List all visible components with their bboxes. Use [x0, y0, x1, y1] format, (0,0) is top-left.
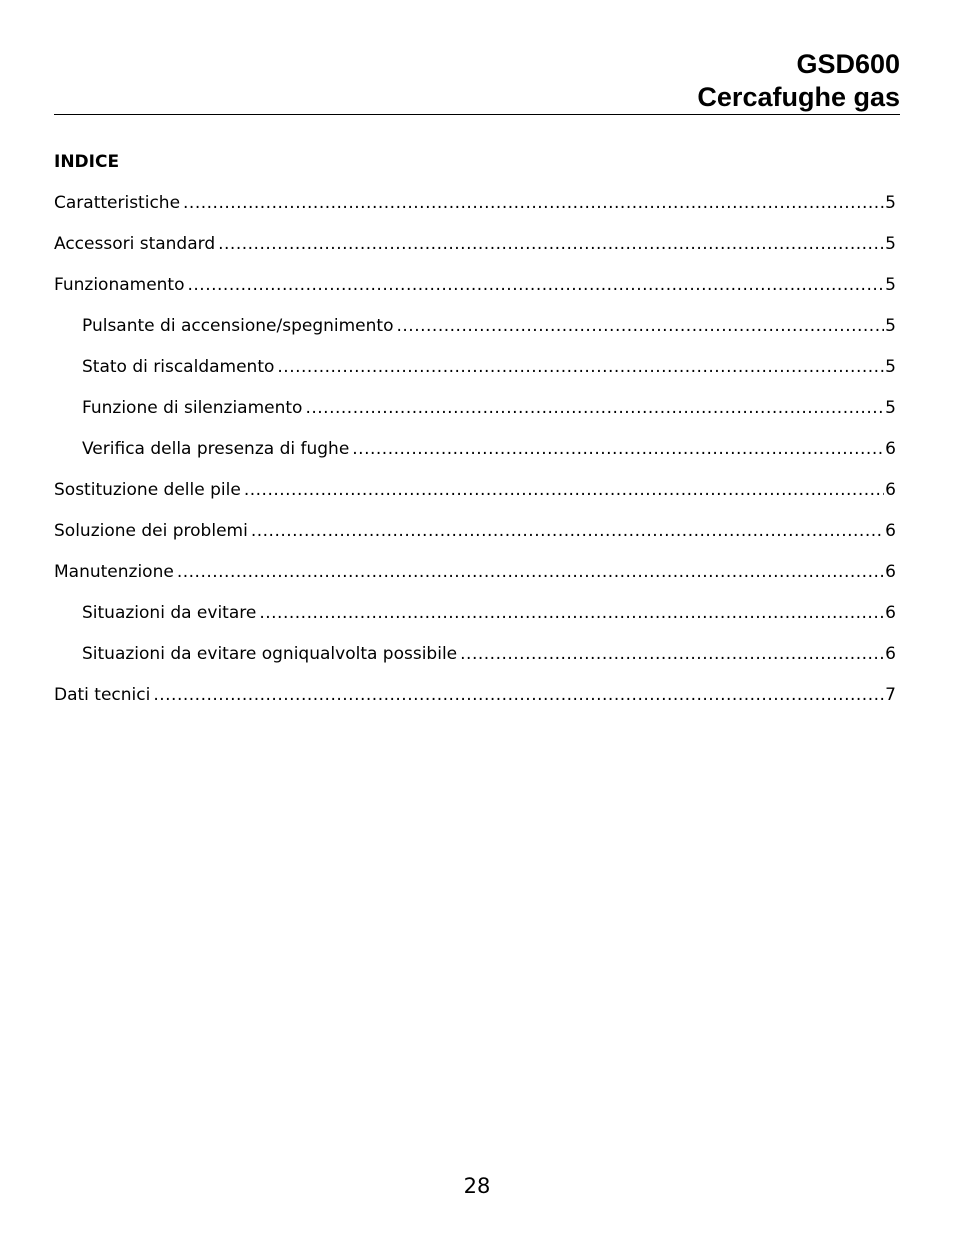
toc-entry-label: Verifica della presenza di fughe — [82, 439, 350, 459]
toc-entry-page: 6 — [885, 603, 896, 623]
model-title: GSD600 — [796, 49, 900, 79]
dot-leader — [188, 274, 885, 296]
toc-entry-soluzione-problemi[interactable] — [54, 520, 896, 561]
toc-entry-page: 7 — [885, 685, 896, 705]
table-of-contents — [54, 192, 896, 725]
toc-entry-label: Dati tecnici — [54, 685, 151, 705]
dot-leader — [251, 520, 884, 542]
dot-leader — [183, 192, 884, 214]
toc-entry-funzione-silenziamento[interactable] — [54, 397, 896, 438]
toc-entry-funzionamento[interactable] — [54, 274, 896, 315]
dot-leader — [218, 233, 884, 255]
header-divider — [54, 114, 900, 115]
toc-entry-label: Accessori standard — [54, 234, 216, 254]
dot-leader — [352, 438, 884, 460]
toc-entry-page: 6 — [885, 480, 896, 500]
toc-entry-manutenzione[interactable] — [54, 561, 896, 602]
toc-entry-situazioni-da-evitare[interactable] — [54, 602, 896, 643]
toc-entry-dati-tecnici[interactable] — [54, 684, 896, 725]
toc-entry-page: 5 — [885, 398, 896, 418]
dot-leader — [305, 397, 884, 419]
toc-entry-page: 5 — [885, 357, 896, 377]
toc-entry-situazioni-ogniqualvolta[interactable] — [54, 643, 896, 684]
toc-entry-label: Soluzione dei problemi — [54, 521, 248, 541]
toc-entry-page: 6 — [885, 562, 896, 582]
toc-entry-label: Caratteristiche — [54, 193, 181, 213]
toc-entry-page: 6 — [885, 439, 896, 459]
page-number: 28 — [463, 1174, 491, 1198]
toc-entry-label: Stato di riscaldamento — [82, 357, 275, 377]
toc-entry-sostituzione-pile[interactable] — [54, 479, 896, 520]
dot-leader — [259, 602, 884, 624]
toc-entry-page: 5 — [885, 275, 896, 295]
toc-entry-page: 5 — [885, 234, 896, 254]
toc-entry-verifica-fughe[interactable] — [54, 438, 896, 479]
dot-leader — [277, 356, 884, 378]
toc-entry-label: Funzionamento — [54, 275, 185, 295]
toc-entry-label: Funzione di silenziamento — [82, 398, 303, 418]
dot-leader — [244, 479, 884, 501]
toc-entry-label: Pulsante di accensione/spegnimento — [82, 316, 394, 336]
toc-entry-pulsante-accensione[interactable] — [54, 315, 896, 356]
toc-entry-page: 6 — [885, 521, 896, 541]
dot-leader — [460, 643, 884, 665]
dot-leader — [177, 561, 884, 583]
toc-entry-label: Situazioni da evitare — [82, 603, 257, 623]
toc-entry-caratteristiche[interactable] — [54, 192, 896, 233]
toc-entry-label: Manutenzione — [54, 562, 174, 582]
toc-entry-page: 5 — [885, 193, 896, 213]
toc-entry-page: 5 — [885, 316, 896, 336]
dot-leader — [153, 684, 884, 706]
dot-leader — [397, 315, 885, 337]
product-title: Cercafughe gas — [697, 82, 900, 112]
toc-entry-page: 6 — [885, 644, 896, 664]
toc-entry-stato-riscaldamento[interactable] — [54, 356, 896, 397]
document-header — [54, 48, 900, 114]
toc-entry-accessori-standard[interactable] — [54, 233, 896, 274]
toc-heading: INDICE — [54, 152, 120, 172]
toc-entry-label: Sostituzione delle pile — [54, 480, 241, 500]
toc-entry-label: Situazioni da evitare ogniqualvolta possibile — [82, 644, 458, 664]
